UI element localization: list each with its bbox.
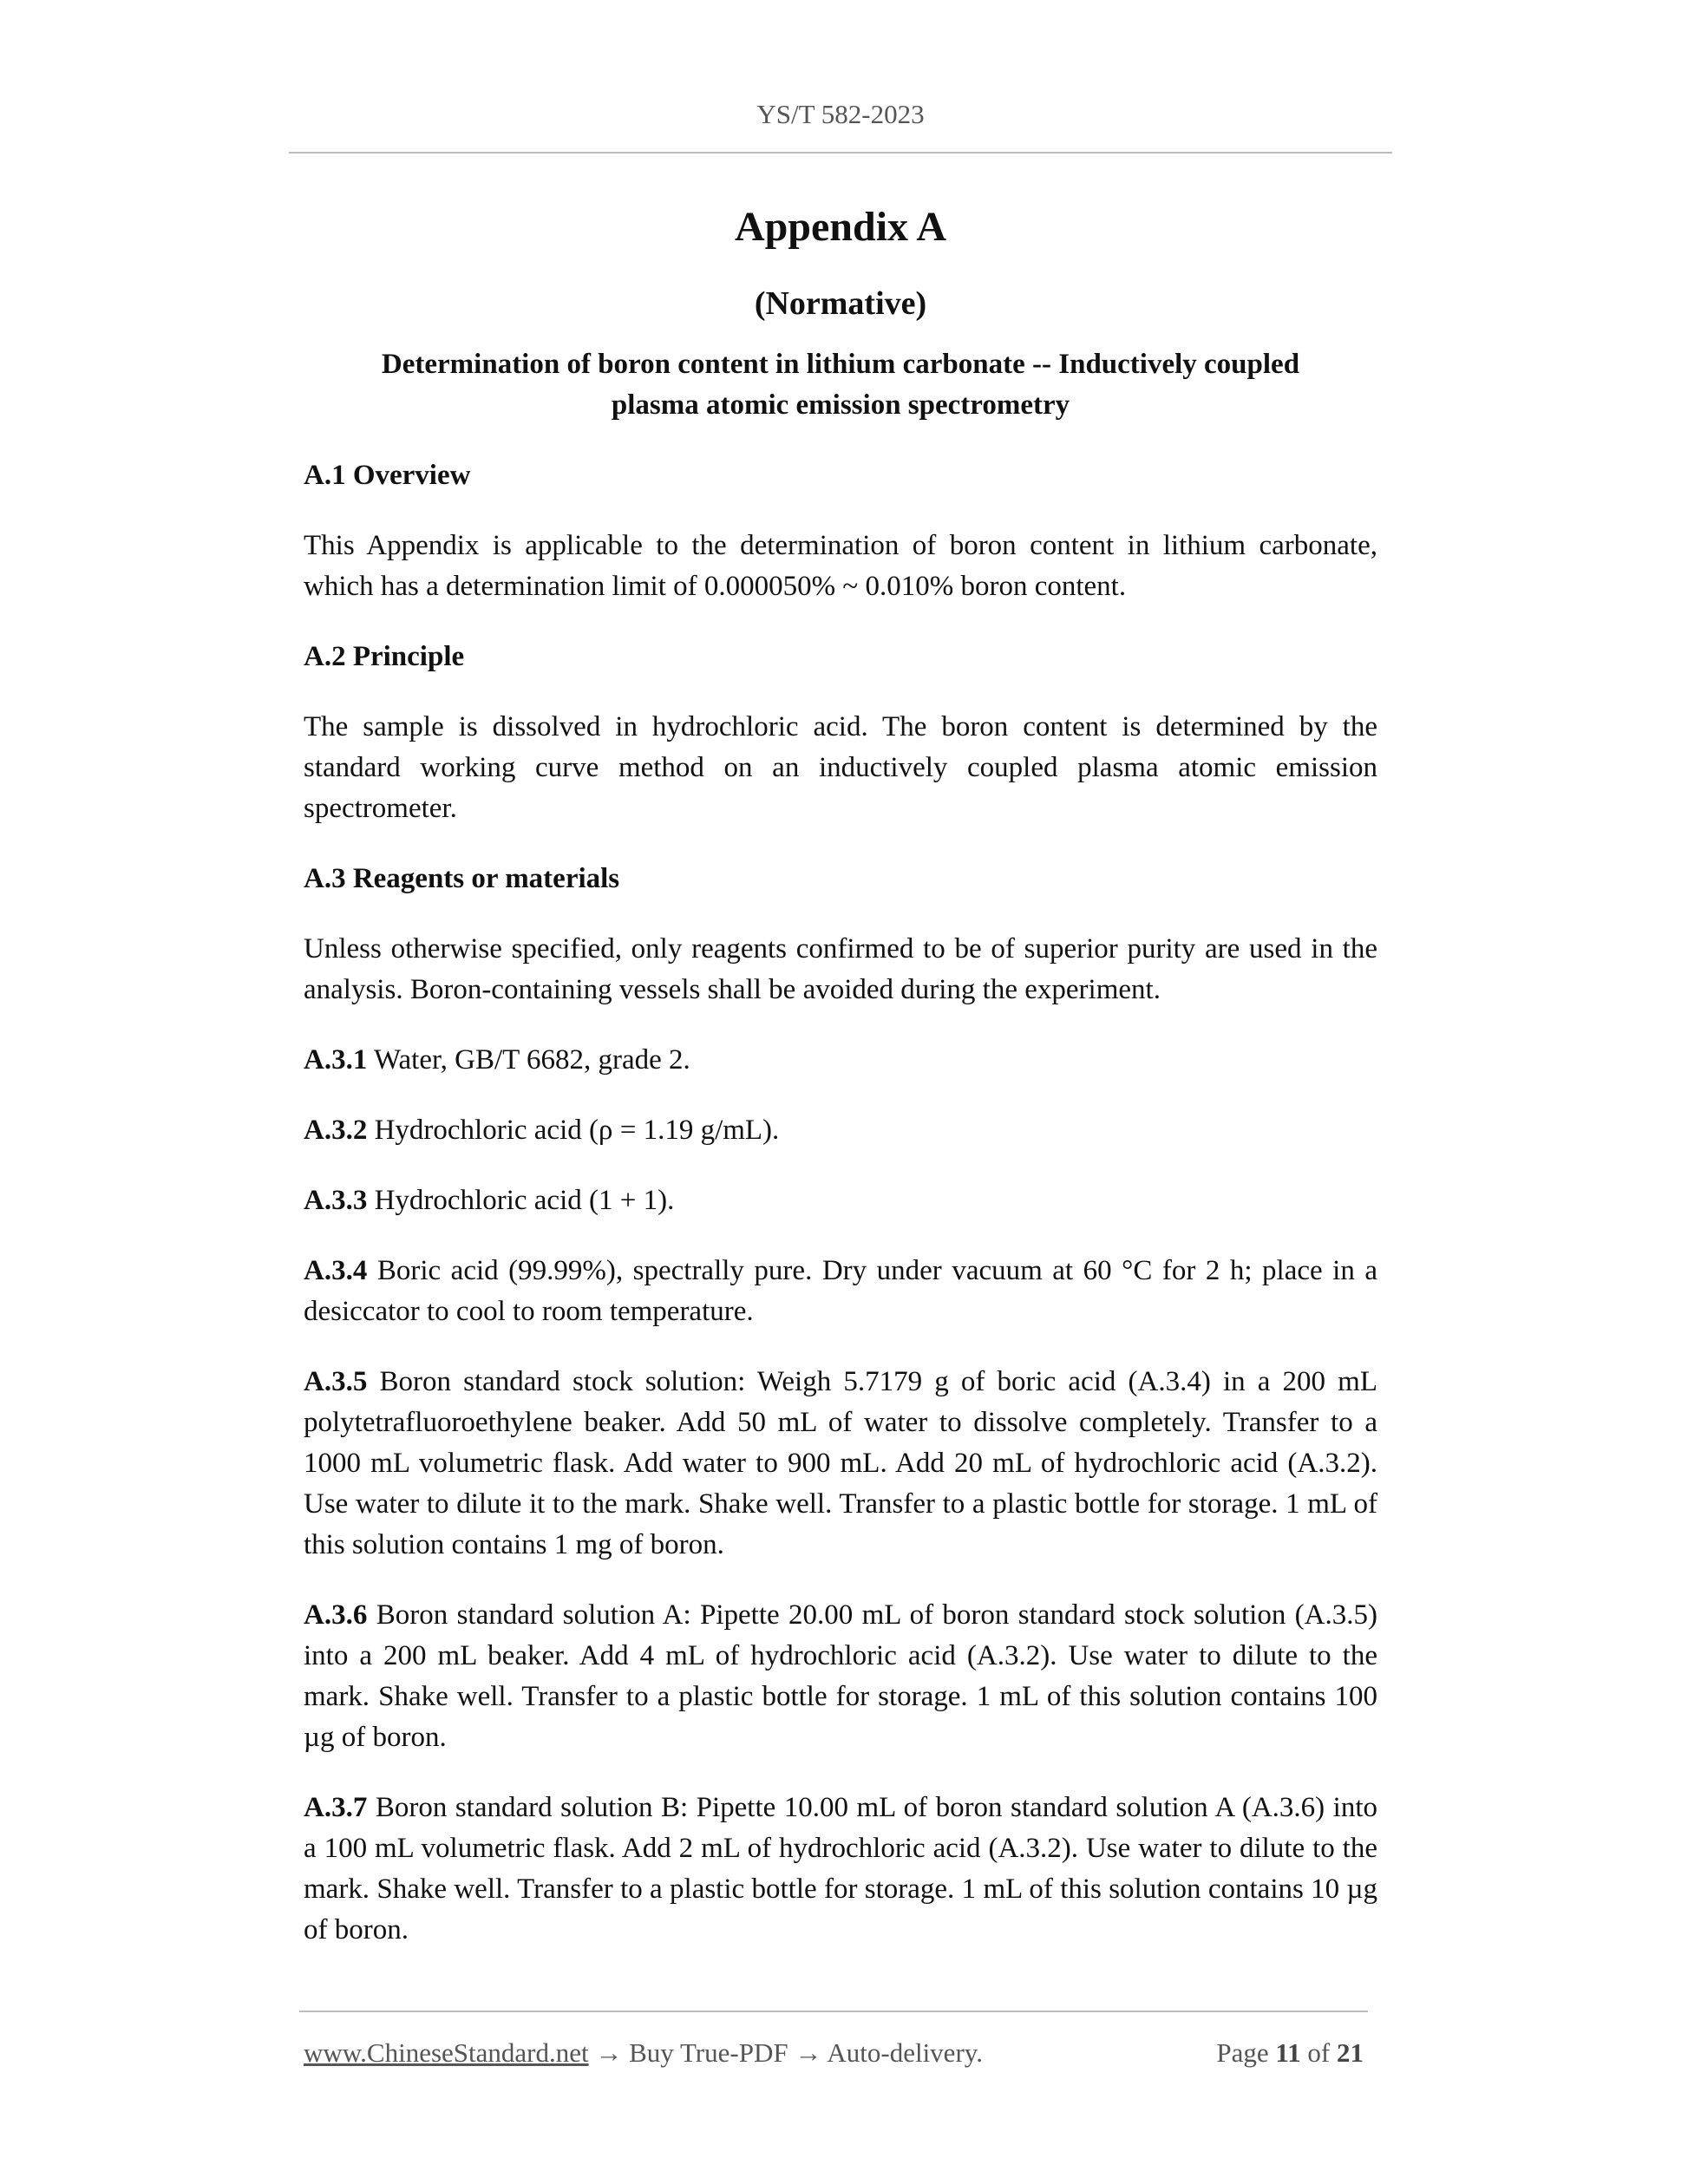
clause-a-3-2 bbox=[304, 1110, 1377, 1151]
footer-tagline: → Buy True-PDF → Auto-delivery. bbox=[588, 2037, 983, 2068]
page-of-label: of bbox=[1300, 2037, 1337, 2068]
clause-a-3-4 bbox=[304, 1251, 1377, 1332]
clause-text: Boron standard solution A: Pipette 20.00 mL of boron standard stock solution (A.3.5) into a 200 mL beaker. Add 4 mL of hydrochloric acid (A.3.2). Use water to dilute to the mark. Shake well. Transfer to a plastic bottle for storage. 1 mL of this solution contains 100 µg of boron. bbox=[304, 1599, 1377, 1753]
clause-text: Boric acid (99.99%), spectrally pure. Dry under vacuum at 60 °C for 2 h; place in a desiccator to cool to room temperature. bbox=[304, 1255, 1377, 1327]
appendix-description-line-2: plasma atomic emission spectrometry bbox=[611, 389, 1070, 421]
page-footer bbox=[304, 2034, 1369, 2072]
section-heading-a3: A.3 Reagents or materials bbox=[304, 863, 620, 894]
footer-promo bbox=[304, 2034, 983, 2072]
clause-a-3-6 bbox=[304, 1595, 1377, 1758]
clause-number: A.3.7 bbox=[304, 1792, 368, 1823]
section-heading-a1: A.1 Overview bbox=[304, 460, 471, 491]
appendix-title: Appendix A bbox=[734, 204, 947, 250]
appendix-type: (Normative) bbox=[754, 285, 927, 322]
clause-number: A.3.1 bbox=[304, 1044, 368, 1076]
page-label: Page bbox=[1216, 2037, 1276, 2068]
page-current: 11 bbox=[1275, 2037, 1301, 2068]
clause-number: A.3.4 bbox=[304, 1255, 368, 1286]
clause-text: Boron standard stock solution: Weigh 5.7179 g of boric acid (A.3.4) in a 200 mL polytetrafluoroethylene beaker. Add 50 mL of water to dissolve completely. Transfer to a 1000 mL volumetric flask. Add water to 900 mL. Add 20 mL of hydrochloric acid (A.3.2). Use water to dilute it to the mark. Shake well. Transfer to a plastic bottle for storage. 1 mL of this solution contains 1 mg of boron. bbox=[304, 1366, 1377, 1560]
clause-a-3-3 bbox=[304, 1180, 1377, 1221]
clause-text: Water, GB/T 6682, grade 2. bbox=[367, 1044, 690, 1076]
section-text-a3: Unless otherwise specified, only reagents confirmed to be of superior purity are used in the analysis. Boron-containing vessels shall be avoided during the experiment. bbox=[304, 933, 1377, 1005]
footer-divider bbox=[299, 2011, 1368, 2012]
appendix-description-line-1: Determination of boron content in lithium carbonate -- Inductively coupled bbox=[381, 349, 1300, 380]
website-link[interactable]: www.ChineseStandard.net bbox=[304, 2037, 589, 2068]
document-body bbox=[304, 195, 1377, 1951]
section-text-a1: This Appendix is applicable to the determination of boron content in lithium carbonate, which has a determination limit of 0.000050% ~ 0.010% boron content. bbox=[304, 530, 1377, 602]
clause-number: A.3.5 bbox=[304, 1366, 368, 1397]
section-text-a2: The sample is dissolved in hydrochloric acid. The boron content is determined by the standard working curve method on an inductively coupled plasma atomic emission spectrometer. bbox=[304, 711, 1377, 824]
clause-number: A.3.3 bbox=[304, 1185, 368, 1216]
page-number bbox=[1216, 2034, 1364, 2072]
clause-a-3-7 bbox=[304, 1788, 1377, 1951]
clause-text: Hydrochloric acid (1 + 1). bbox=[367, 1185, 675, 1216]
clause-text: Boron standard solution B: Pipette 10.00 mL of boron standard solution A (A.3.6) into a 100 mL volumetric flask. Add 2 mL of hydrochloric acid (A.3.2). Use water to dilute to the mark. Shake well. Transfer to a plastic bottle for storage. 1 mL of this solution contains 10 µg of boron. bbox=[304, 1792, 1377, 1945]
clause-a-3-5 bbox=[304, 1362, 1377, 1566]
page-total: 21 bbox=[1337, 2037, 1364, 2068]
clause-a-3-1 bbox=[304, 1040, 1377, 1081]
clause-text: Hydrochloric acid (ρ = 1.19 g/mL). bbox=[367, 1115, 780, 1146]
appendix-description bbox=[304, 344, 1377, 426]
clause-number: A.3.6 bbox=[304, 1599, 368, 1631]
page-header-standard-code: YS/T 582-2023 bbox=[756, 99, 925, 129]
clause-number: A.3.2 bbox=[304, 1115, 368, 1146]
header-divider bbox=[289, 152, 1392, 154]
section-heading-a2: A.2 Principle bbox=[304, 641, 465, 672]
